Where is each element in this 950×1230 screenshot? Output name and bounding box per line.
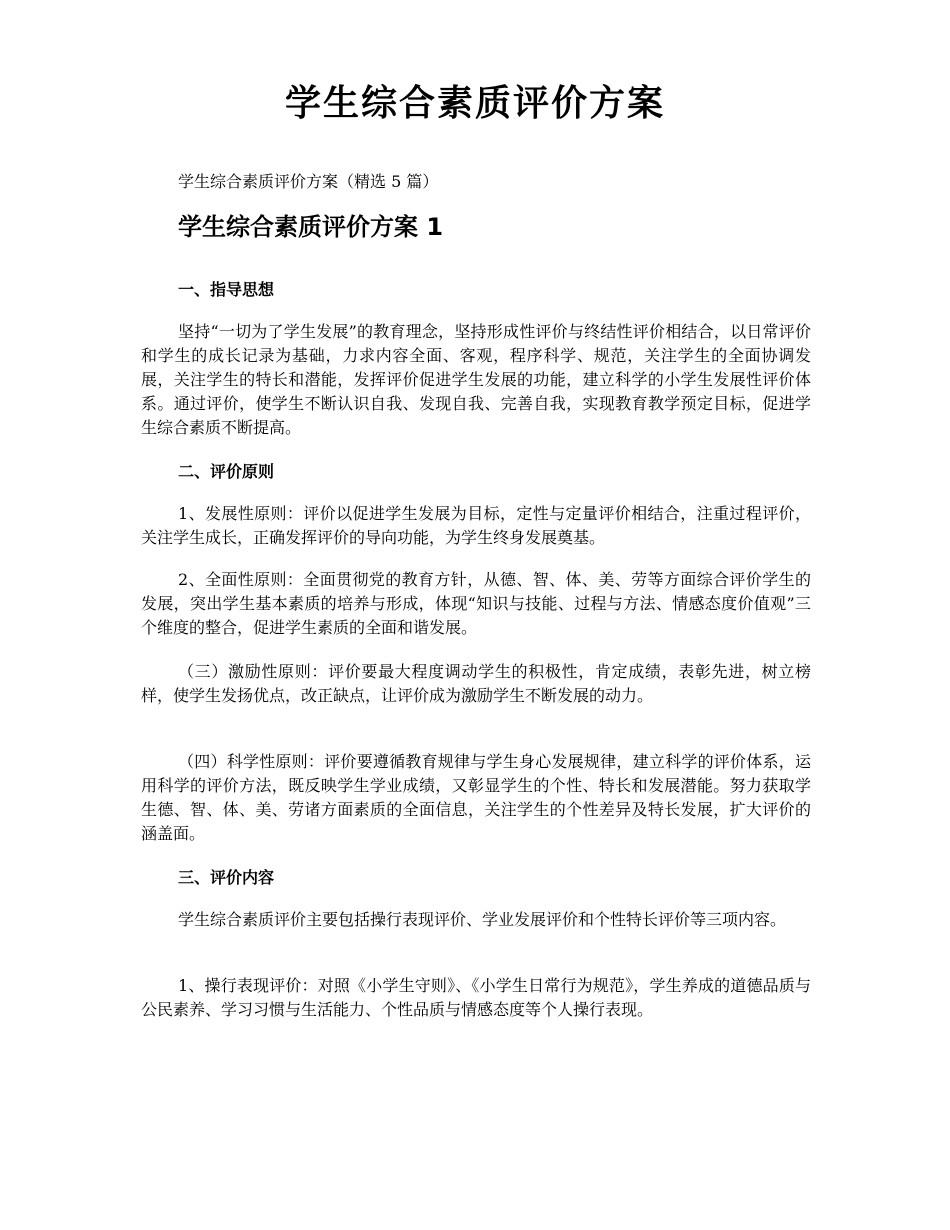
- heading-evaluation-content: 三、评价内容: [178, 868, 275, 887]
- section-title: 学生综合素质评价方案 1: [178, 213, 444, 241]
- paragraph-conduct-evaluation: 1、操行表现评价：对照《小学生守则》、《小学生日常行为规范》，学生养成的道德品质与公民素养、学习习惯与生活能力、个性品质与情感态度等个人操行表现。: [141, 976, 811, 1019]
- paragraph-content-overview: 学生综合素质评价主要包括操行表现评价、学业发展评价和个性特长评价等三项内容。: [178, 910, 787, 929]
- paragraph-principle-incentive: （三）激励性原则：评价要最大程度调动学生的积极性，肯定成绩，表彰先进，树立榜样，使学生发扬优点，改正缺点，让评价成为激励学生不断发展的动力。: [141, 662, 811, 705]
- paragraph-guiding-ideology: 坚持“一切为了学生发展”的教育理念，坚持形成性评价与终结性评价相结合，以日常评价和学生的成长记录为基础，力求内容全面、客观，程序科学、规范，关注学生的全面协调发展，关注学生的特长和潜能，发挥评价促进学生发展的功能，建立科学的小学生发展性评价体系。通过评价，使学生不断认识自我、发现自我、完善自我，实现教育教学预定目标，促进学生综合素质不断提高。: [141, 322, 811, 437]
- paragraph-principle-scientific: （四）科学性原则：评价要遵循教育规律与学生身心发展规律，建立科学的评价体系，运用科学的评价方法，既反映学生学业成绩，又彰显学生的个性、特长和发展潜能。努力获取学生德、智、体、美、劳诸方面素质的全面信息，关注学生的个性差异及特长发展，扩大评价的涵盖面。: [141, 752, 811, 843]
- document-title: 学生综合素质评价方案: [284, 83, 665, 124]
- paragraph-principle-comprehensive: 2、全面性原则：全面贯彻党的教育方针，从德、智、体、美、劳等方面综合评价学生的发展，突出学生基本素质的培养与形成，体现“知识与技能、过程与方法、情感态度价值观”三个维度的整合，促进学生素质的全面和谐发展。: [141, 570, 811, 637]
- heading-guiding-ideology: 一、指导思想: [178, 280, 275, 299]
- paragraph-principle-development: 1、发展性原则：评价以促进学生发展为目标，定性与定量评价相结合，注重过程评价，关注学生成长，正确发挥评价的导向功能，为学生终身发展奠基。: [141, 504, 811, 547]
- document-subtitle: 学生综合素质评价方案（精选 5 篇）: [178, 172, 439, 191]
- heading-evaluation-principles: 二、评价原则: [178, 462, 275, 481]
